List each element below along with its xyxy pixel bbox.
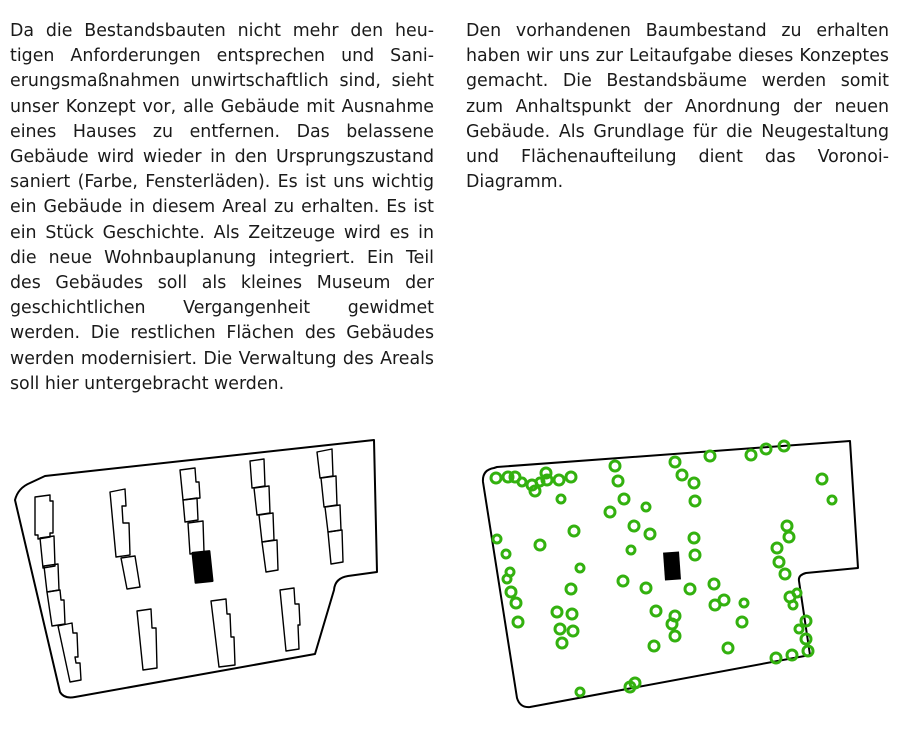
existing-building (44, 564, 59, 592)
tree-symbol (651, 606, 661, 616)
existing-building (137, 609, 157, 670)
trees (491, 441, 836, 696)
tree-symbol (771, 653, 781, 663)
tree-symbol (774, 557, 784, 567)
tree-symbol (518, 478, 526, 486)
paragraph-building-concept: Da die Bestandsbauten nicht mehr den heutigen Anforderungen entsprechen und Sanierungsmaßnahmen unwirtschaftlich sind, sieht unser Konzept vor, alle Gebäude mit Ausnahme eines Hauses zu entfernen. Das belassene Gebäude wird wieder in den Ursprungszustand saniert (Farbe, Fensterläden). Es ist uns wichtig ein Gebäude in diesem Areal zu erhalten. Es ist ein Stück Geschichte. Als Zeitzeuge wird es in die neue Wohnbauplanung integriert. Ein Teil des Gebäudes soll als kleines Museum der geschichtlichen Vergangenheit gewidmet werden. Die restlichen Flächen des Gebäudes werden modernisiert. Die Verwaltung des Areals soll hier untergebracht werden. (10, 21, 434, 394)
existing-building (328, 530, 343, 564)
tree-symbol (502, 550, 510, 558)
preserved-building (663, 551, 681, 580)
existing-buildings (35, 449, 343, 682)
tree-symbol (670, 457, 680, 467)
existing-building (254, 486, 270, 515)
tree-symbol (801, 616, 811, 626)
tree-symbol (567, 609, 577, 619)
existing-building (280, 588, 300, 651)
tree-symbol (784, 532, 794, 542)
tree-symbol (554, 475, 564, 485)
tree-symbol (793, 589, 801, 597)
tree-symbol (493, 535, 501, 543)
tree-symbol (536, 478, 544, 486)
tree-symbol (690, 496, 700, 506)
site-plan-tree-inventory (483, 441, 858, 707)
existing-building (183, 498, 198, 522)
tree-symbol (817, 474, 827, 484)
tree-symbol (803, 646, 813, 656)
tree-symbol (795, 625, 803, 633)
preserved-building (192, 551, 212, 583)
tree-symbol (737, 617, 747, 627)
tree-symbol (530, 486, 540, 496)
existing-building (180, 468, 200, 500)
site-plan-existing-buildings (15, 440, 377, 697)
existing-building (188, 521, 204, 554)
tree-symbol (787, 650, 797, 660)
tree-symbol (619, 494, 629, 504)
existing-building (40, 536, 55, 568)
existing-building (121, 556, 140, 589)
tree-symbol (503, 575, 511, 583)
tree-symbol (576, 564, 584, 572)
existing-building (211, 599, 235, 667)
tree-symbol (801, 634, 811, 644)
tree-symbol (506, 587, 516, 597)
tree-symbol (710, 600, 720, 610)
tree-symbol (513, 617, 523, 627)
tree-symbol (780, 569, 790, 579)
tree-symbol (605, 507, 615, 517)
existing-building (317, 449, 333, 478)
tree-symbol (552, 607, 562, 617)
existing-building (262, 540, 278, 572)
tree-symbol (746, 450, 756, 460)
tree-symbol (772, 543, 782, 553)
existing-building (110, 489, 130, 557)
existing-building (321, 476, 337, 507)
tree-symbol (689, 533, 699, 543)
tree-symbol (555, 624, 565, 634)
existing-building (250, 459, 265, 488)
tree-symbol (642, 503, 650, 511)
tree-symbol (723, 643, 733, 653)
tree-symbol (689, 478, 699, 488)
tree-symbol (641, 583, 651, 593)
tree-symbol (566, 584, 576, 594)
tree-symbol (610, 461, 620, 471)
existing-building (35, 495, 53, 539)
tree-symbol (828, 496, 836, 504)
tree-symbol (705, 451, 715, 461)
existing-building (259, 513, 274, 542)
tree-symbol (782, 521, 792, 531)
tree-symbol (709, 579, 719, 589)
tree-symbol (535, 540, 545, 550)
tree-symbol (491, 473, 501, 483)
tree-symbol (677, 470, 687, 480)
tree-symbol (629, 521, 639, 531)
tree-symbol (649, 641, 659, 651)
tree-symbol (627, 546, 635, 554)
tree-symbol (557, 495, 565, 503)
tree-symbol (566, 472, 576, 482)
existing-building (325, 505, 341, 532)
tree-symbol (613, 476, 623, 486)
tree-symbol (690, 550, 700, 560)
tree-symbol (670, 631, 680, 641)
tree-symbol (511, 598, 521, 608)
tree-symbol (761, 444, 771, 454)
paragraph-tree-concept: Den vorhandenen Baumbestand zu erhalten haben wir uns zur Leitaufgabe dieses Konzeptes gemacht. Die Bestandsbäume werden somit zum Anhaltspunkt der Anordnung der neuen Gebäude. Als Grundlage für die Neugestaltung und Flächenaufteilung dient das Voronoi-Diagramm. (466, 21, 889, 193)
existing-building (58, 623, 81, 682)
tree-symbol (569, 526, 579, 536)
tree-symbol (618, 576, 628, 586)
tree-symbol (557, 638, 567, 648)
tree-symbol (576, 688, 584, 696)
tree-symbol (645, 529, 655, 539)
existing-building (47, 590, 65, 626)
tree-symbol (568, 626, 578, 636)
tree-symbol (667, 619, 677, 629)
tree-symbol (740, 599, 748, 607)
tree-symbol (789, 601, 797, 609)
tree-symbol (685, 584, 695, 594)
